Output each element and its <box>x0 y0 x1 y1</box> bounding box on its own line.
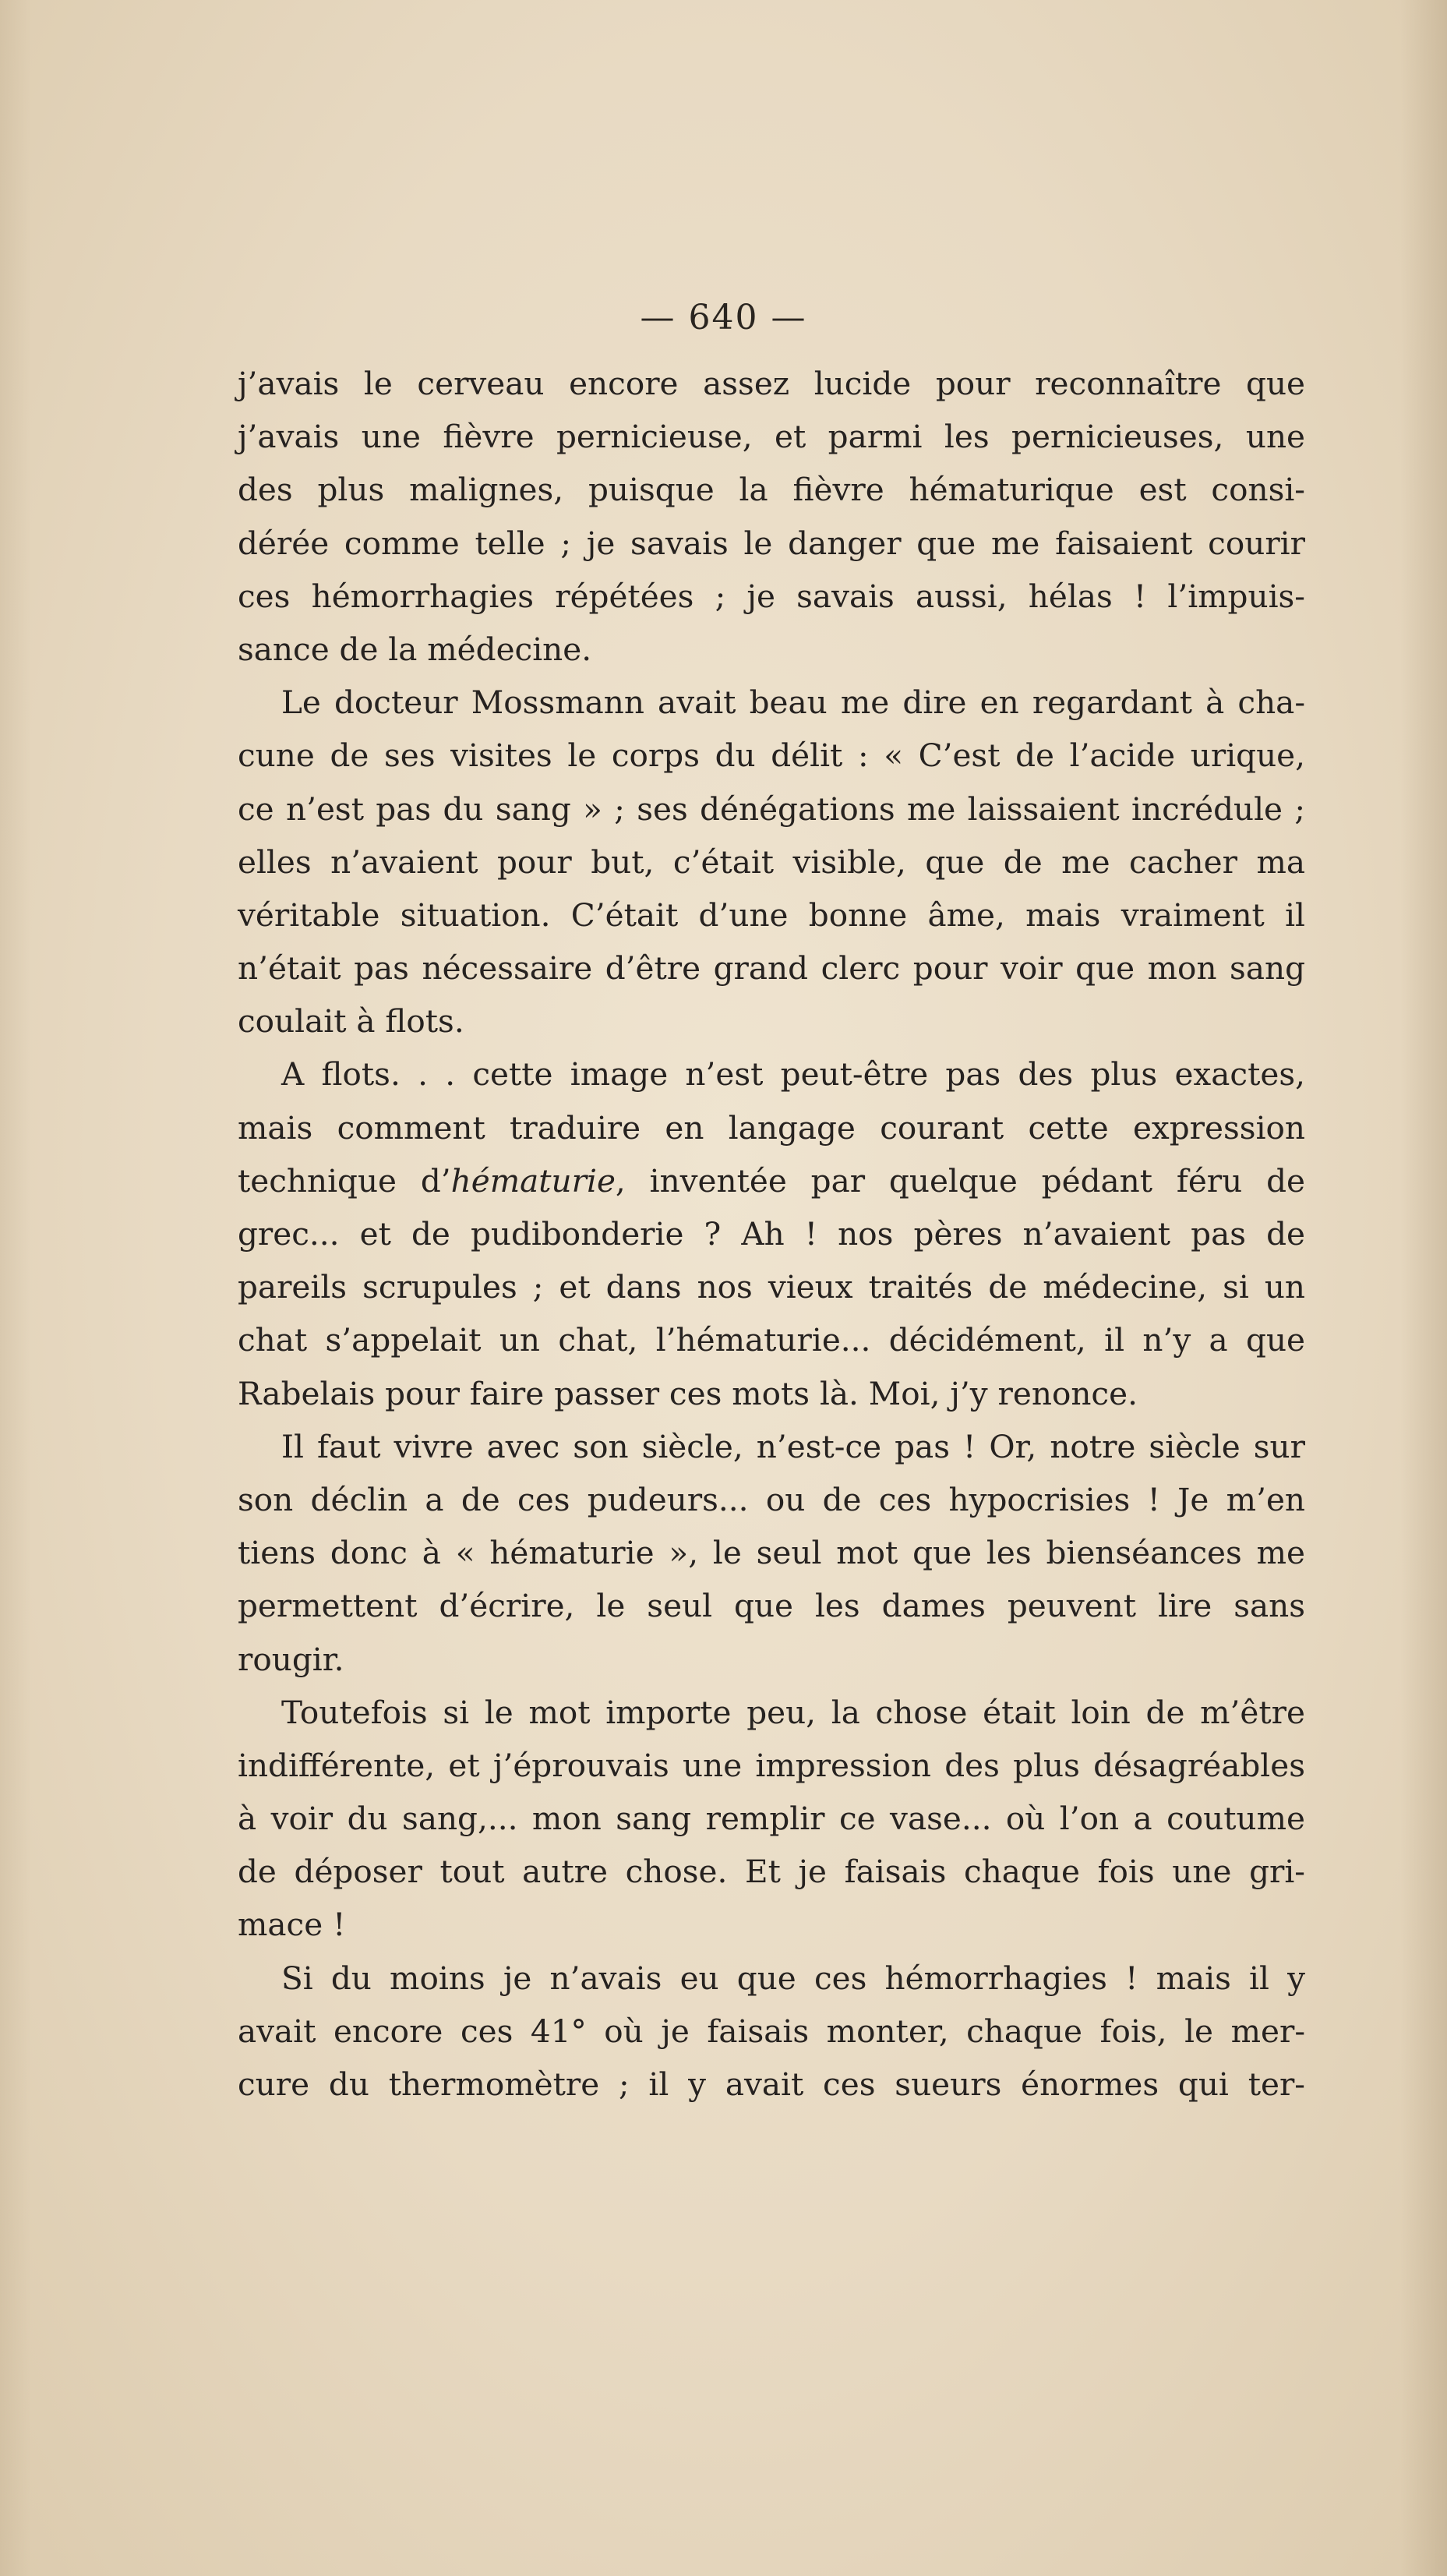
text-line: j’avais le cerveau encore assez lucide pour reconnaître que <box>238 365 1305 402</box>
text-fragment: , inventée par quelque pédant féru de <box>615 1161 1305 1200</box>
text-line: mace ! <box>238 1906 346 1944</box>
text-line: Le docteur Mossmann avait beau me dire en regardant à cha- <box>281 684 1305 722</box>
text-line: Si du moins je n’avais eu que ces hémorrhagies ! mais il y <box>281 1959 1305 1997</box>
text-line: Il faut vivre avec son siècle, n’est-ce pas ! Or, notre siècle sur <box>281 1427 1305 1465</box>
text-line: elles n’avaient pour but, c’était visible, que de me cacher ma <box>238 843 1305 881</box>
text-line: cure du thermomètre ; il y avait ces sueurs énormes qui ter- <box>238 2065 1305 2103</box>
text-line: cune de ses visites le corps du délit : « C’est de l’acide urique, <box>238 737 1305 775</box>
text-line: pareils scrupules ; et dans nos vieux traités de médecine, si un <box>238 1268 1305 1306</box>
paragraph-2 <box>238 676 1305 1048</box>
text-line: son déclin a de ces pudeurs... ou de ces hypocrisies ! Je m’en <box>238 1480 1305 1518</box>
paragraph-1 <box>238 357 1305 676</box>
text-line: coulait à flots. <box>238 1002 464 1041</box>
text-line: ces hémorrhagies répétées ; je savais aussi, hélas ! l’impuis- <box>238 577 1305 615</box>
text-line: dérée comme telle ; je savais le danger que me faisaient courir <box>238 524 1305 562</box>
text-line: véritable situation. C’était d’une bonne âme, mais vraiment il <box>238 896 1305 934</box>
text-line: sance de la médecine. <box>238 630 592 668</box>
text-line: de déposer tout autre chose. Et je faisais chaque fois une gri- <box>238 1853 1305 1891</box>
page-edge-shadow-left <box>0 0 31 2576</box>
paragraph-5 <box>238 1686 1305 1952</box>
text-line: indifférente, et j’éprouvais une impression des plus désagréables <box>238 1746 1305 1784</box>
text-line: ce n’est pas du sang » ; ses dénégations me laissaient incrédule ; <box>238 790 1305 828</box>
paragraph-3 <box>238 1048 1305 1419</box>
text-line: Toutefois si le mot importe peu, la chose était loin de m’être <box>281 1693 1305 1731</box>
text-line: des plus malignes, puisque la fièvre hématurique est consi- <box>238 471 1305 509</box>
paragraph-4 <box>238 1420 1305 1686</box>
paragraph-6 <box>238 1952 1305 2111</box>
page-number: — 640 — <box>640 298 807 337</box>
text-line: avait encore ces 41° où je faisais monter, chaque fois, le mer- <box>238 2012 1305 2050</box>
body-text <box>238 357 1305 2111</box>
text-line: mais comment traduire en langage courant cette expression <box>238 1108 1305 1147</box>
text-line: permettent d’écrire, le seul que les dames peuvent lire sans <box>238 1587 1305 1625</box>
text-line: j’avais une fièvre pernicieuse, et parmi les pernicieuses, une <box>238 418 1305 456</box>
text-line: A flots. . . cette image n’est peut-être pas des plus exactes, <box>281 1055 1305 1094</box>
page-edge-shadow-right <box>1400 0 1447 2576</box>
text-line-with-italic <box>238 1154 1305 1207</box>
text-line: Rabelais pour faire passer ces mots là. Moi, j’y renonce. <box>238 1374 1138 1412</box>
text-fragment: technique d’ <box>238 1161 451 1200</box>
text-line: grec... et de pudibonderie ? Ah ! nos pères n’avaient pas de <box>238 1215 1305 1253</box>
text-line: à voir du sang,... mon sang remplir ce vase... où l’on a coutume <box>238 1800 1305 1838</box>
italic-term: hématurie <box>450 1161 616 1200</box>
text-line: tiens donc à « hématurie », le seul mot que les bienséances me <box>238 1534 1305 1572</box>
text-line: rougir. <box>238 1640 344 1678</box>
text-line: n’était pas nécessaire d’être grand clerc pour voir que mon sang <box>238 949 1305 988</box>
text-line: chat s’appelait un chat, l’hématurie... décidément, il n’y a que <box>238 1321 1305 1359</box>
